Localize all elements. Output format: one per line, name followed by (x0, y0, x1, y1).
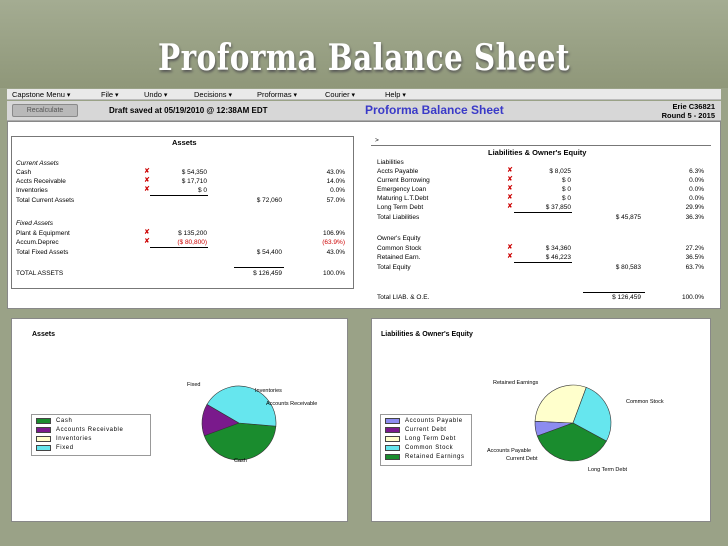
assets-header: Assets (172, 138, 197, 147)
total-fixed-pct: 43.0% (326, 249, 345, 256)
liab-label: Current Borrowing (377, 177, 430, 184)
legend-swatch (36, 427, 51, 433)
total-fixed-label: Total Fixed Assets (16, 249, 69, 256)
legend-item (36, 426, 146, 435)
total-assets-pct: 100.0% (322, 270, 345, 277)
liab-pct: 0.0% (689, 195, 704, 202)
assets-box (11, 136, 354, 289)
legend-item (385, 426, 495, 435)
asset-pct: 14.0% (326, 178, 345, 185)
legend-swatch (385, 436, 400, 442)
flag-icon: ✘ (507, 253, 513, 260)
total-current-value: $ 72,060 (256, 197, 282, 204)
legend-label: Common Stock (405, 445, 454, 451)
liab-label: Emergency Loan (377, 186, 427, 193)
total-equity-pct: 63.7% (685, 264, 704, 271)
asset-pct: (63.9%) (322, 239, 345, 246)
legend-label: Accounts Payable (405, 418, 463, 424)
total-liab-label: Total Liabilities (377, 214, 420, 221)
total-le-label: Total LIAB. & O.E. (377, 294, 430, 301)
flag-icon: ✘ (144, 186, 150, 193)
liab-legend (380, 414, 472, 466)
subtotal-line (514, 212, 572, 213)
company-name: Erie C36821 (672, 102, 715, 111)
legend-item (385, 453, 495, 462)
legend-item (385, 417, 495, 426)
chart-title: Assets (32, 331, 55, 338)
equity-value: $ 34,360 (545, 245, 571, 252)
legend-swatch (36, 436, 51, 442)
menu-proformas[interactable]: Proformas ▾ (257, 89, 297, 101)
legend-label: Cash (56, 418, 73, 424)
asset-label: Plant & Equipment (16, 230, 70, 237)
slice-label: Retained Earnings (493, 380, 539, 386)
flag-icon: ✘ (507, 176, 513, 183)
flag-icon: ✘ (144, 177, 150, 184)
equity-value: $ 46,223 (545, 254, 571, 261)
asset-label: Accts Receivable (16, 178, 66, 185)
equity-label: Common Stock (377, 245, 422, 252)
menu-bar (7, 89, 721, 100)
legend-swatch (385, 418, 400, 424)
slice-label: Accounts Receivable (266, 401, 318, 407)
legend-item (36, 444, 146, 453)
total-le-pct: 100.0% (681, 294, 704, 301)
liab-pct: 6.3% (689, 168, 704, 175)
flag-icon: ✘ (144, 229, 150, 236)
liab-value: $ 0 (561, 177, 571, 184)
toolbar (7, 101, 721, 121)
flag-icon: ✘ (507, 167, 513, 174)
asset-value: $ 135,200 (178, 230, 207, 237)
subtotal-line (234, 267, 284, 268)
liab-chart-panel (371, 318, 711, 522)
slice-label: Fixed (187, 382, 201, 388)
menu-courier[interactable]: Courier ▾ (325, 89, 355, 101)
slice-label: Inventories (255, 388, 282, 394)
asset-value: ($ 80,800) (177, 239, 207, 246)
legend-label: Long Term Debt (405, 436, 456, 442)
asset-label: Inventories (16, 187, 48, 194)
slide-title: Proforma Balance Sheet (158, 37, 570, 79)
equity-pct: 36.5% (685, 254, 704, 261)
assets-chart-panel (11, 318, 348, 522)
liab-label: Long Term Debt (377, 204, 424, 211)
subtotal-line (150, 195, 208, 196)
slice-label: Long Term Debt (588, 467, 628, 473)
total-assets-value: $ 126,459 (253, 270, 282, 277)
recalculate-button[interactable]: Recalculate (12, 104, 78, 117)
asset-value: $ 17,710 (181, 178, 207, 185)
arrow-indicator: > (375, 137, 379, 144)
flag-icon: ✘ (144, 238, 150, 245)
liab-header: Liabilities & Owner's Equity (488, 148, 587, 157)
legend-swatch (385, 427, 400, 433)
slice-label: Accounts Payable (487, 448, 532, 454)
flag-icon: ✘ (144, 168, 150, 175)
legend-label: Fixed (56, 445, 74, 451)
equity-pct: 27.2% (685, 245, 704, 252)
current-assets-heading: Current Assets (16, 160, 59, 167)
flag-icon: ✘ (507, 185, 513, 192)
legend-label: Inventories (56, 436, 92, 442)
menu-capstone[interactable]: Capstone Menu ▾ (12, 89, 70, 101)
total-current-pct: 57.0% (326, 197, 345, 204)
chart-title: Liabilities & Owner's Equity (381, 331, 473, 338)
asset-pct: 43.0% (326, 169, 345, 176)
liab-value: $ 0 (561, 186, 571, 193)
fixed-assets-heading: Fixed Assets (16, 220, 53, 227)
menu-decisions[interactable]: Decisions ▾ (194, 89, 232, 101)
legend-item (385, 444, 495, 453)
legend-swatch (36, 445, 51, 451)
liab-value: $ 0 (561, 195, 571, 202)
liab-value: $ 8,025 (549, 168, 571, 175)
total-current-label: Total Current Assets (16, 197, 75, 204)
total-equity-label: Total Equity (377, 264, 411, 271)
asset-value: $ 0 (197, 187, 207, 194)
header-rule (371, 145, 711, 146)
legend-label: Current Debt (405, 427, 447, 433)
total-liab-pct: 36.3% (685, 214, 704, 221)
liab-pct: 29.9% (685, 204, 704, 211)
total-le-value: $ 126,459 (612, 294, 641, 301)
flag-icon: ✘ (507, 194, 513, 201)
menu-undo[interactable]: Undo ▾ (144, 89, 167, 101)
legend-swatch (385, 454, 400, 460)
equity-label: Retained Earn. (377, 254, 421, 261)
total-fixed-value: $ 54,400 (256, 249, 282, 256)
asset-label: Accum.Deprec (16, 239, 59, 246)
asset-pct: 106.9% (322, 230, 345, 237)
subtotal-line (514, 262, 572, 263)
legend-label: Retained Earnings (405, 454, 465, 460)
balance-sheet (7, 121, 721, 309)
slide-header (0, 0, 728, 88)
liab-label: Accts Payable (377, 168, 419, 175)
total-equity-value: $ 80,583 (615, 264, 641, 271)
flag-icon: ✘ (507, 203, 513, 210)
slice-label: Current Debt (506, 456, 538, 462)
asset-pct: 0.0% (330, 187, 345, 194)
legend-swatch (385, 445, 400, 451)
asset-label: Cash (16, 169, 32, 176)
draft-status: Draft saved at 05/19/2010 @ 12:38AM EDT (109, 106, 268, 115)
legend-swatch (36, 418, 51, 424)
subtotal-line (150, 247, 208, 248)
liab-pct: 0.0% (689, 186, 704, 193)
subtotal-line (583, 292, 645, 293)
liab-label: Maturing L.T.Debt (377, 195, 429, 202)
total-liab-value: $ 45,875 (615, 214, 641, 221)
legend-item (36, 435, 146, 444)
assets-legend (31, 414, 151, 456)
company-round (662, 102, 715, 120)
legend-label: Accounts Receivable (56, 427, 124, 433)
legend-item (385, 435, 495, 444)
flag-icon: ✘ (507, 244, 513, 251)
menu-file[interactable]: File ▾ (101, 89, 119, 101)
total-assets-label: TOTAL ASSETS (16, 270, 64, 277)
asset-value: $ 54,350 (181, 169, 207, 176)
legend-item (36, 417, 146, 426)
slice-label: Cash (234, 458, 247, 464)
liab-value: $ 37,850 (545, 204, 571, 211)
liab-pct: 0.0% (689, 177, 704, 184)
slice-label: Common Stock (626, 399, 664, 405)
liabilities-heading: Liabilities (377, 159, 404, 166)
sheet-title: Proforma Balance Sheet (365, 103, 504, 117)
menu-help[interactable]: Help ▾ (385, 89, 406, 101)
round-label: Round 5 - 2015 (661, 111, 715, 120)
equity-heading: Owner's Equity (377, 235, 421, 242)
liabilities-box (370, 136, 710, 306)
